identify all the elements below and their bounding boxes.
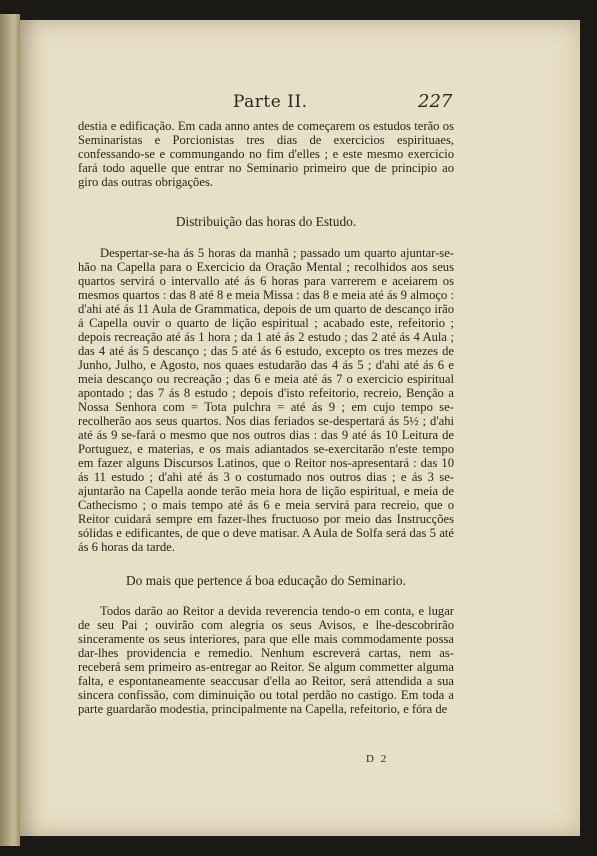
signature-mark: D 2 (366, 753, 389, 765)
paragraph-schedule: Despertar-se-ha ás 5 horas da manhã ; passado um quarto ajuntar-se-hão na Capella para o Exercicio da Oração Mental ; recolhidos aos seus quartos servirá o intervallo até ás 6 horas para varrerem e aceiarem os mesmos quartos : das 8 até 8 e meia Missa : das 8 e meia até ás 9 almoço : d'ahi até ás 11 Aula de Grammatica, depois de um quarto de descanço irão á Capella ouvir o quarto de lição espiritual ; acabado este, refeitorio ; depois recreação até ás 1 hora ; da 1 até ás 2 estudo ; das 2 até ás 4 Aula ; das 4 até ás 5 descanço ; das 5 até ás 6 estudo, excepto os tres mezes de Junho, Julho, e Agosto, nos quaes estudarão das 4 ás 5 ; d'ahi até ás 6 e meia descanço ou recreação ; das 6 e meia até ás 7 o exercicio espiritual apontado ; das 7 ás 8 estudo ; depois d'isto refeitorio, recreio, Bençâo a Nossa Senhora com = Tota pulchra = até ás 9 ; em cujo tempo se-recolherão aos seus quartos. Nos dias feriados se-despertará ás 5½ ; d'ahi até ás 9 se-fará o mesmo que nos outros dias : das 9 até ás 10 Leitura de Portuguez, e materias, e os mais adiantados se-exercitarão n'este tempo em fazer alguns Discursos Latinos, que o Reitor nos-apresentará : das 10 ás 11 estudo ; d'ahi até ás 3 o costumado nos outros dias ; e ás 3 se-ajuntarão na Capella aonde terão meia hora de lição espiritual, e meia de Cathecismo ; o mais tempo até ás 6 e meia servirá para recreio, que o Reitor cuidará sempre em fazer-lhes fructuoso por meio das Instrucções sólidas e edificantes, de que o deve matisar. A Aula de Solfa será das 5 até ás 6 horas da tarde. (78, 246, 454, 554)
book-page (20, 20, 580, 836)
paragraph-conduct: Todos darão ao Reitor a devida reverencia tendo-o em conta, e lugar de seu Pai ; ouvirão com alegria os seus Avisos, e lhe-descobrirão sinceramente os seus interiores, para que elle mais commodamente possa dar-lhes providencia e remedio. Nenhum escreverá cartas, nem as-receberá sem primeiro as-entregar ao Reitor. Se algum commetter alguma falta, e espontaneamente seaccusar d'ella ao Reitor, será attendida a sua sincera confissão, com diminuição ou total perdão no castigo. Em toda a parte guardarão modestia, principalmente na Capella, refeitorio, e fóra de (78, 604, 454, 716)
facing-page-edge (0, 14, 20, 846)
paragraph-opening: destia e edificação. Em cada anno antes de começarem os estudos terão os Seminaristas e Porcionistas tres dias de exercicios espirituaes, confessando-se e commungando no fim d'elles ; e este mesmo exercicio fará todo aquelle que entrar no Seminario primeiro que de principio ao giro das outras obrigações. (78, 119, 454, 189)
section-heading-study-hours: Distribuição das horas do Estudo. (175, 214, 357, 229)
page-number: 227 (418, 91, 453, 112)
section-heading-education: Do mais que pertence á boa educação do Seminario. (126, 573, 406, 588)
page-header (20, 92, 580, 118)
page-body (78, 119, 454, 716)
running-head: Parte II. (233, 92, 308, 112)
